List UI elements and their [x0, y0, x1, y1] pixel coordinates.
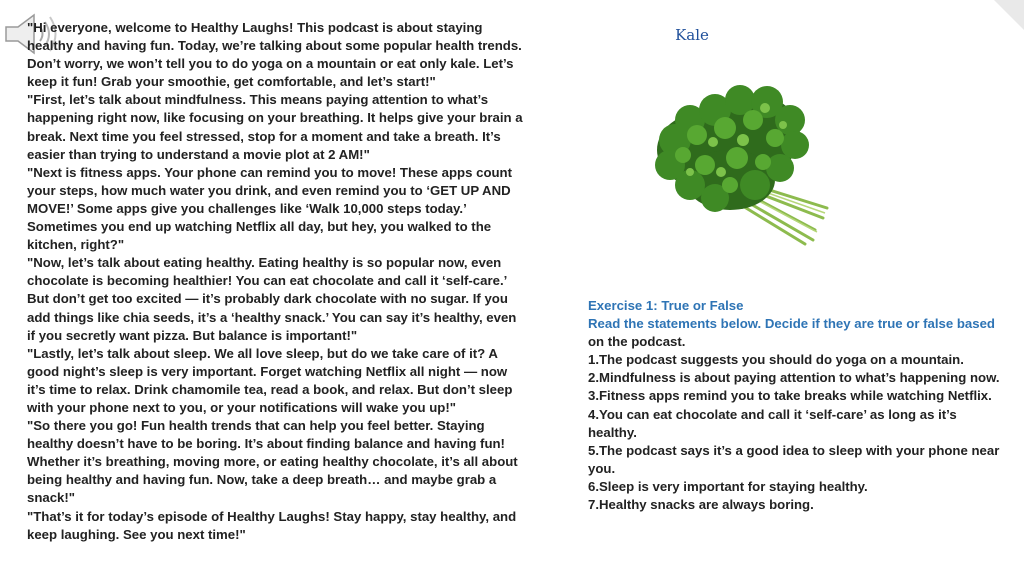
exercise-title: Exercise 1: True or False: [588, 298, 744, 313]
exercise-true-false: [588, 297, 1008, 514]
transcript-paragraph: "That’s it for today’s episode of Healthy Laughs! Stay happy, stay healthy, and keep laughing. See you next time!": [27, 508, 517, 542]
transcript-paragraph: "Hi everyone, welcome to Healthy Laughs! This podcast is about staying healthy and having fun. Today, we’re talking about some popular health trends. Don’t worry, we won’t tell you to do yoga on a mountain or eat only kale. Let’s keep it fun! Grab your smoothie, get comfortable, and let’s start!": [27, 20, 522, 90]
transcript-paragraph: "First, let’s talk about mindfulness. This means paying attention to what’s happening right now, like focusing on your breathing. It helps give your brain a break. Next time you feel stressed, stop for a moment and take a breath. It’s easier than trying to understand a movie plot at 2 AM!": [27, 92, 523, 162]
podcast-transcript: [27, 19, 527, 544]
exercise-statement: 4.You can eat chocolate and call it ‘self-care’ as long as it’s healthy.: [588, 406, 957, 440]
transcript-paragraph: "Next is fitness apps. Your phone can remind you to move! These apps count your steps, how much water you drink, and even remind you to ‘GET UP AND MOVE!’ Some apps give you challenges like ‘Walk 10,000 steps today.’ Sometimes you end up watching Netflix all day, but hey, you walked to the kitchen, right?": [27, 164, 513, 253]
page-corner-fold: [994, 0, 1024, 30]
transcript-paragraph: "Now, let’s talk about eating healthy. Eating healthy is so popular now, even chocolate is becoming healthier! You can eat chocolate and call it ‘self-care.’ But don’t get too excited — it’s probably dark chocolate with no sugar. If you add things like chia seeds, it’s a ‘healthy snack.’ You can say it’s healthy, even if you secretly want pizza. But balance is important!": [27, 255, 517, 343]
transcript-paragraph: "So there you go! Fun health trends that can help you feel better. Staying healthy doesn’t have to be boring. It’s about finding balance and having fun! Whether it’s breathing, moving more, or eating healthy chocolate, it’s all about being healthy and having fun. Now, take a deep breath… and maybe grab a snack!": [27, 418, 518, 506]
exercise-instruction-continued: on the podcast.: [588, 334, 686, 350]
exercise-statement: 1.The podcast suggests you should do yoga on a mountain.: [588, 352, 964, 368]
exercise-statement: 5.The podcast says it’s a good idea to sleep with your phone near you.: [588, 442, 1000, 476]
exercise-statement: 2.Mindfulness is about paying attention to what’s happening now.: [588, 370, 1000, 386]
exercise-statement: 6.Sleep is very important for staying healthy.: [588, 478, 868, 494]
transcript-paragraph: "Lastly, let’s talk about sleep. We all love sleep, but do we take care of it? A good night’s sleep is very important. Forget watching Netflix all night — now it’s time to relax. Drink chamomile tea, read a book, and relax. But don’t sleep with your phone next to you, or your notifications will wake you up!": [27, 345, 513, 415]
kale-caption: Kale: [675, 26, 709, 44]
exercise-statement: 7.Healthy snacks are always boring.: [588, 497, 814, 513]
kale-image: [645, 80, 835, 248]
exercise-statement: 3.Fitness apps remind you to take breaks while watching Netflix.: [588, 388, 992, 404]
exercise-instruction: Read the statements below. Decide if they are true or false based: [588, 316, 995, 332]
